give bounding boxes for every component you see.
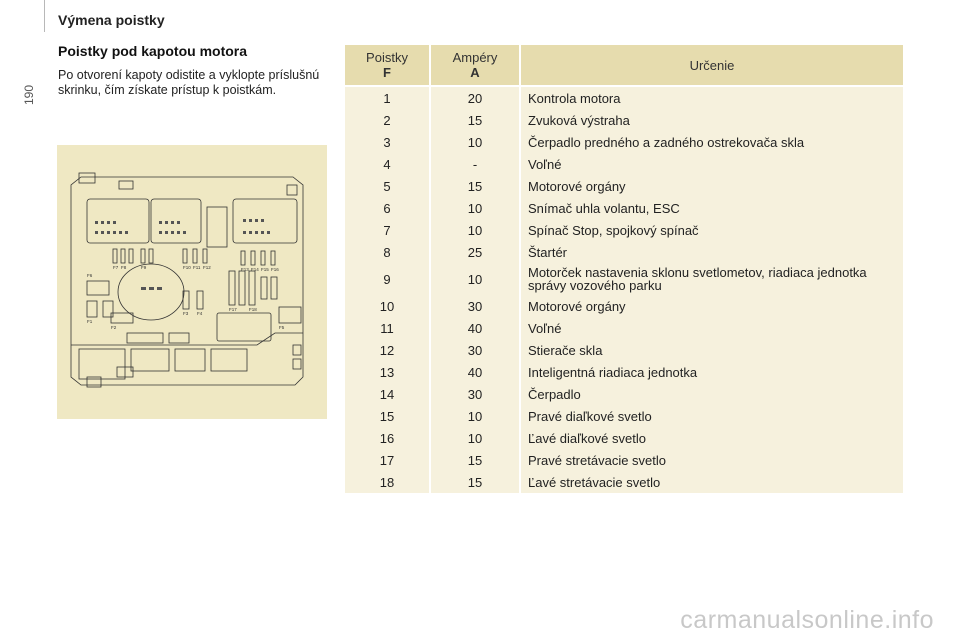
page-number: 190 bbox=[22, 84, 36, 106]
table-row bbox=[345, 449, 903, 471]
fuse-label: F15 bbox=[261, 267, 269, 272]
fuse-table bbox=[345, 45, 903, 493]
fuse-usage: Inteligentná riadiaca jednotka bbox=[521, 361, 903, 383]
fuse-label: F17 bbox=[229, 307, 237, 312]
table-row bbox=[345, 109, 903, 131]
table-row bbox=[345, 383, 903, 405]
fuse-number: 10 bbox=[345, 295, 431, 317]
table-row bbox=[345, 427, 903, 449]
table-row bbox=[345, 405, 903, 427]
fuse-usage: Zvuková výstraha bbox=[521, 109, 903, 131]
table-row bbox=[345, 219, 903, 241]
fuse-label: F7 bbox=[113, 265, 119, 270]
fuse-usage: Pravé stretávacie svetlo bbox=[521, 449, 903, 471]
intro-paragraph: Po otvorení kapoty odistite a vyklopte príslušnú skrinku, čím získate prístup k poistkám. bbox=[58, 68, 320, 97]
table-row bbox=[345, 197, 903, 219]
fuse-table-body bbox=[345, 87, 903, 493]
table-row bbox=[345, 153, 903, 175]
fuse-usage: Voľné bbox=[521, 153, 903, 175]
fuse-box-drawing bbox=[57, 145, 327, 419]
watermark: carmanualsonline.info bbox=[680, 606, 934, 634]
fuse-amperage: 10 bbox=[431, 131, 521, 153]
fuse-label: F16 bbox=[271, 267, 279, 272]
fuse-usage: Čerpadlo bbox=[521, 383, 903, 405]
section-heading: Poistky pod kapotou motora bbox=[58, 43, 248, 59]
table-row bbox=[345, 471, 903, 493]
fuse-usage: Spínač Stop, spojkový spínač bbox=[521, 219, 903, 241]
fuse-label: F11 bbox=[193, 265, 201, 270]
fuse-amperage: 10 bbox=[431, 197, 521, 219]
fuse-number: 2 bbox=[345, 109, 431, 131]
table-row bbox=[345, 131, 903, 153]
table-row bbox=[345, 87, 903, 109]
fuse-amperage: 20 bbox=[431, 87, 521, 109]
fuse-amperage: 15 bbox=[431, 175, 521, 197]
fuse-amperage: 30 bbox=[431, 339, 521, 361]
fuse-usage: Ľavé stretávacie svetlo bbox=[521, 471, 903, 493]
fuse-usage: Ľavé diaľkové svetlo bbox=[521, 427, 903, 449]
table-row bbox=[345, 175, 903, 197]
fuse-number: 17 bbox=[345, 449, 431, 471]
fuse-usage: Čerpadlo predného a zadného ostrekovača skla bbox=[521, 131, 903, 153]
fuse-number: 4 bbox=[345, 153, 431, 175]
col-header-usage: Určenie bbox=[521, 45, 903, 87]
fuse-number: 15 bbox=[345, 405, 431, 427]
fuse-number: 9 bbox=[345, 263, 431, 295]
fuse-number: 5 bbox=[345, 175, 431, 197]
fuse-usage: Motorček nastavenia sklonu svetlometov, riadiaca jednotka správy vozového parku bbox=[521, 263, 903, 295]
fuse-label: F4 bbox=[197, 311, 203, 316]
fuse-number: 6 bbox=[345, 197, 431, 219]
fuse-usage: Kontrola motora bbox=[521, 87, 903, 109]
fuse-amperage: 30 bbox=[431, 383, 521, 405]
fuse-amperage: 15 bbox=[431, 109, 521, 131]
fuse-label: F12 bbox=[203, 265, 211, 270]
fuse-amperage: 15 bbox=[431, 449, 521, 471]
fuse-amperage: 30 bbox=[431, 295, 521, 317]
fuse-amperage: 10 bbox=[431, 219, 521, 241]
fuse-usage: Snímač uhla volantu, ESC bbox=[521, 197, 903, 219]
fuse-amperage: 15 bbox=[431, 471, 521, 493]
table-row bbox=[345, 241, 903, 263]
table-row bbox=[345, 263, 903, 295]
side-rule bbox=[44, 0, 45, 32]
fuse-label: F9 bbox=[141, 265, 147, 270]
fuse-amperage: 10 bbox=[431, 263, 521, 295]
fuse-amperage: 40 bbox=[431, 361, 521, 383]
fuse-amperage: 10 bbox=[431, 405, 521, 427]
col-header-amps: Ampéry A bbox=[431, 45, 521, 87]
col-header-fuse: Poistky F bbox=[345, 45, 431, 87]
fuse-usage: Pravé diaľkové svetlo bbox=[521, 405, 903, 427]
fuse-label: F18 bbox=[249, 307, 257, 312]
fuse-number: 1 bbox=[345, 87, 431, 109]
fuse-number: 8 bbox=[345, 241, 431, 263]
fuse-number: 18 bbox=[345, 471, 431, 493]
page-header-title: Výmena poistky bbox=[58, 12, 165, 28]
fuse-amperage: 10 bbox=[431, 427, 521, 449]
fuse-label: F14 bbox=[251, 267, 259, 272]
fuse-label: F5 bbox=[279, 325, 285, 330]
fuse-number: 13 bbox=[345, 361, 431, 383]
fuse-label: F13 bbox=[241, 267, 249, 272]
fuse-label: F2 bbox=[111, 325, 117, 330]
fuse-amperage: 25 bbox=[431, 241, 521, 263]
table-row bbox=[345, 339, 903, 361]
fuse-usage: Stierače skla bbox=[521, 339, 903, 361]
fuse-label: F1 bbox=[87, 319, 93, 324]
fuse-label: F6 bbox=[87, 273, 93, 278]
fuse-label: F3 bbox=[183, 311, 189, 316]
fuse-box-diagram bbox=[57, 145, 327, 419]
table-row bbox=[345, 317, 903, 339]
fuse-usage: Voľné bbox=[521, 317, 903, 339]
fuse-number: 11 bbox=[345, 317, 431, 339]
fuse-number: 12 bbox=[345, 339, 431, 361]
fuse-number: 3 bbox=[345, 131, 431, 153]
fuse-number: 16 bbox=[345, 427, 431, 449]
fuse-amperage: - bbox=[431, 153, 521, 175]
table-row bbox=[345, 295, 903, 317]
fuse-amperage: 40 bbox=[431, 317, 521, 339]
fuse-number: 7 bbox=[345, 219, 431, 241]
fuse-label: F10 bbox=[183, 265, 191, 270]
fuse-label: F8 bbox=[121, 265, 127, 270]
fuse-usage: Štartér bbox=[521, 241, 903, 263]
fuse-number: 14 bbox=[345, 383, 431, 405]
table-row bbox=[345, 361, 903, 383]
fuse-usage: Motorové orgány bbox=[521, 295, 903, 317]
fuse-usage: Motorové orgány bbox=[521, 175, 903, 197]
